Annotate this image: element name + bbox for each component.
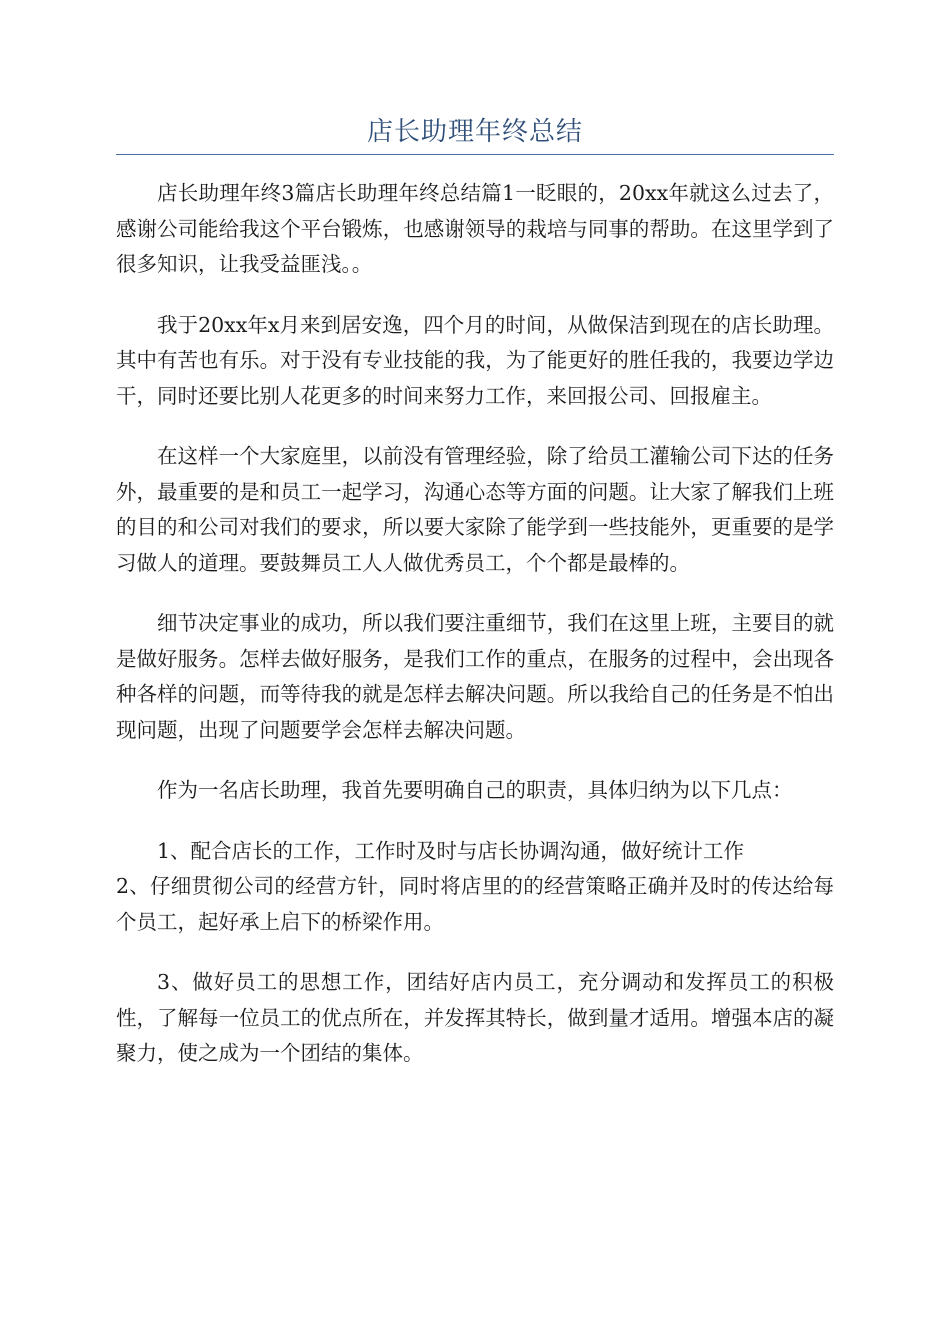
list-item-3: 3、做好员工的思想工作，团结好店内员工，充分调动和发挥员工的积极性，了解每一位员工的优点所在，并发挥其特长，做到量才适用。增强本店的凝聚力，使之成为一个团结的集体。: [116, 970, 834, 1065]
list-items-1-2: [116, 834, 834, 941]
list-item-1: 1、配合店长的工作，工作时及时与店长协调沟通，做好统计工作: [157, 838, 745, 863]
list-item-2: 2、仔细贯彻公司的经营方针，同时将店里的的经营策略正确并及时的传达给每个员工，起好承上启下的桥梁作用。: [116, 874, 834, 934]
paragraph-3: 在这样一个大家庭里，以前没有管理经验，除了给员工灌输公司下达的任务外，最重要的是和员工一起学习，沟通心态等方面的问题。让大家了解我们上班的目的和公司对我们的要求，所以要大家除了能学到一些技能外，更重要的是学习做人的道理。要鼓舞员工人人做优秀员工，个个都是最棒的。: [116, 444, 834, 575]
paragraph-2: 我于20xx年x月来到居安逸，四个月的时间，从做保洁到现在的店长助理。其中有苦也有乐。对于没有专业技能的我，为了能更好的胜任我的，我要边学边干，同时还要比别人花更多的时间来努力工作，来回报公司、回报雇主。: [116, 312, 834, 408]
paragraph-1: 店长助理年终3篇店长助理年终总结篇1一眨眼的，20xx年就这么过去了，感谢公司能给我这个平台锻炼，也感谢领导的栽培与同事的帮助。在这里学到了很多知识，让我受益匪浅。。: [116, 181, 834, 276]
paragraph-5: 作为一名店长助理，我首先要明确自己的职责，具体归纳为以下几点：: [157, 778, 793, 802]
title-underline: [116, 154, 834, 155]
document-body: [116, 176, 834, 1097]
paragraph-4: 细节决定事业的成功，所以我们要注重细节，我们在这里上班，主要目的就是做好服务。怎样去做好服务，是我们工作的重点，在服务的过程中，会出现各种各样的问题，而等待我的就是怎样去解决问题。所以我给自己的任务是不怕出现问题，出现了问题要学会怎样去解决问题。: [116, 611, 834, 742]
document-title: 店长助理年终总结: [366, 117, 583, 147]
